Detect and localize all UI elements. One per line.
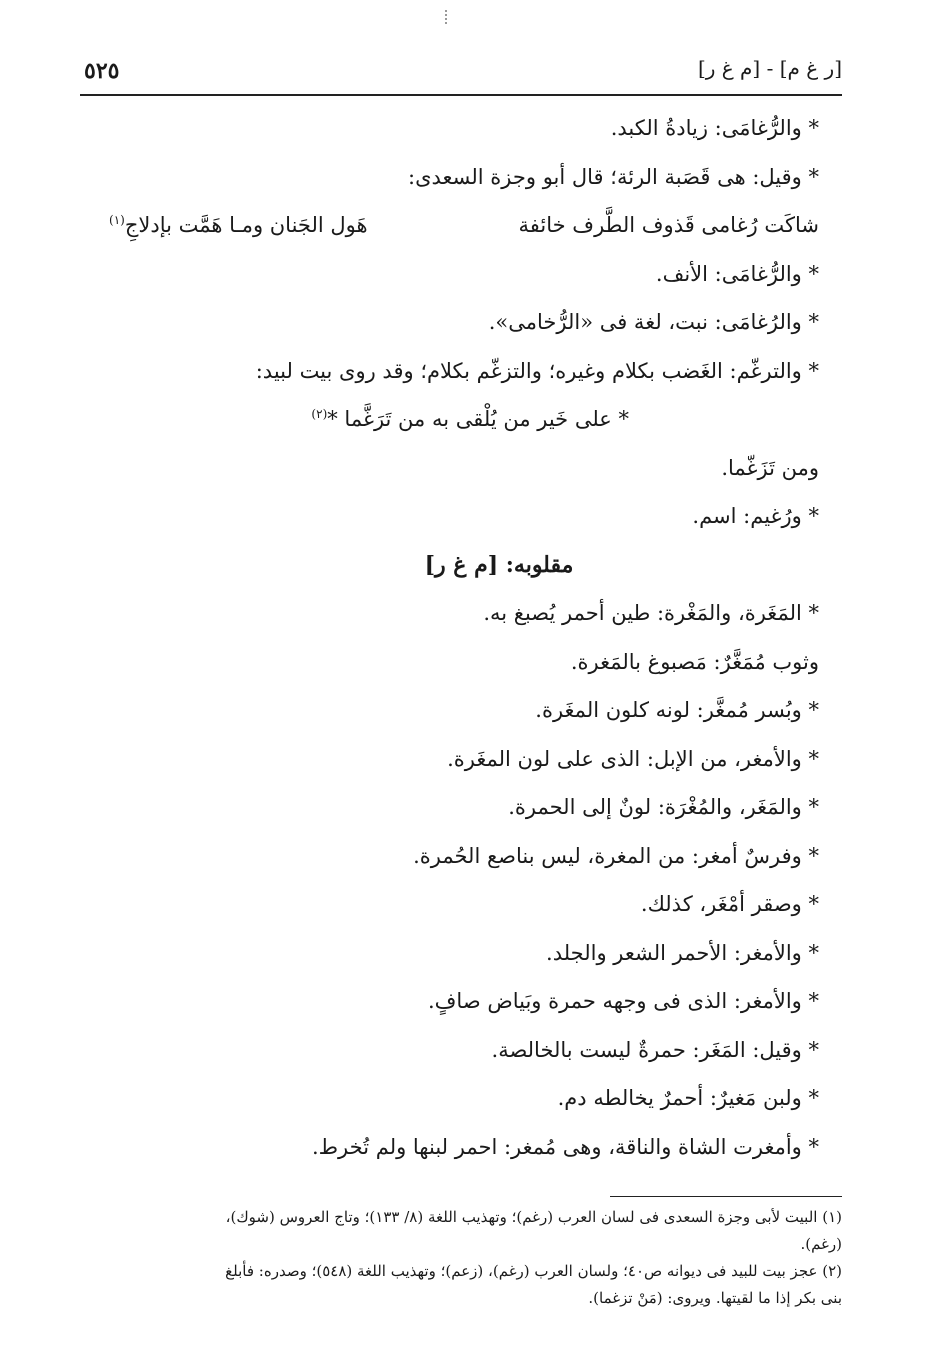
entry-line: * ورُغيم: اسم. xyxy=(692,504,819,528)
entry-line: * وقيل: هى قَصَبة الرئة؛ قال أبو وجزة السعدى: xyxy=(408,164,819,189)
entry-line: * وأمغرت الشاة والناقة، وهى مُمغر: احمر لبنها ولم تُخرط. xyxy=(311,1134,819,1159)
entry-line: * والأمغر: الذى فى وجهه حمرة وبَياض صافٍ. xyxy=(427,989,819,1013)
entry-line: * والأمغر: الأحمر الشعر والجلد. xyxy=(546,940,819,965)
entry-line: * والرُّغامَى: زيادةُ الكبد. xyxy=(610,116,819,140)
entry-line: * وصقر أمْغَر، كذلك. xyxy=(640,892,819,916)
entry-line: * والترغّم: الغَضب بكلام وغيره؛ والتزغّم بكلام؛ وقد روى بيت لبيد: xyxy=(255,358,819,383)
footnotes xyxy=(82,1204,842,1312)
header-rule xyxy=(80,94,842,96)
page-number: ٥٢٥ xyxy=(84,58,120,84)
footnote-marker: (١) xyxy=(109,213,125,227)
verse-first-hemistich: شاكَت رُغامى قَذوف الطَّرف خائفة xyxy=(518,213,819,237)
footnote-line: (٢) عجز بيت للبيد فى ديوانه ص٤٠؛ ولسان العرب (رغم)، (زعم)؛ وتهذيب اللغة (٥٤٨)؛ وصدره: فأبلغ xyxy=(225,1262,842,1280)
entry-line: * وفرسٌ أمغر: من المغرة، ليس بناصع الحُمرة. xyxy=(413,843,819,868)
entry-line: وثوب مُمَغَّرٌ: مَصبوغ بالمَغرة. xyxy=(570,649,819,674)
footnote-line: (رغم). xyxy=(800,1235,842,1253)
verse-second-text: هَول الجَنان ومـا هَمَّت بإدلاجِ xyxy=(124,213,368,237)
entry-line: * المَغَرة، والمَغْرة: طين أحمر يُصبغ به. xyxy=(483,601,819,625)
footnote-line: (١) البيت لأبى وجزة السعدى فى لسان العرب (رغم)؛ وتهذيب اللغة (٨/ ١٣٣)؛ وتاج العروس (شوك)، xyxy=(225,1208,842,1226)
top-edge-mark xyxy=(445,10,449,24)
entry-line: * والرُّغامَى: الأنف. xyxy=(655,261,819,286)
quoted-verse-text: * على خَير من يُلْقى به من تَرَغَّما * xyxy=(327,407,629,431)
entry-line: * والأمغر، من الإبل: الذى على لون المغَرة. xyxy=(447,746,819,771)
section-heading: مقلوبه: [م غ ر] xyxy=(424,551,574,578)
footnote-rule xyxy=(610,1196,842,1197)
entry-line: * والرُغامَى: نبت، لغة فى «الرُّخامى». xyxy=(488,310,819,334)
poetry-verse xyxy=(109,201,819,250)
verse-second-hemistich xyxy=(109,201,368,250)
footnote-line: بنى بكر إذا ما لقيتها. ويروى: (مَنْ تزغما). xyxy=(588,1289,842,1307)
entry-line: * ولبن مَغيرٌ: أحمرٌ يخالطه دم. xyxy=(557,1086,819,1110)
running-title: [ر غ م] - [م غ ر] xyxy=(697,56,842,80)
entry-line: * والمَغَر، والمُغْرَة: لونٌ إلى الحمرة. xyxy=(508,795,819,819)
entry-line: * وبُسر مُمغَّر: لونه كلون المغَرة. xyxy=(535,698,819,722)
main-text xyxy=(99,104,819,1171)
entry-line: ومن تَزَغّما. xyxy=(721,455,819,480)
entry-line: * وقيل: المَغَر: حمرةٌ ليست بالخالصة. xyxy=(491,1037,819,1062)
quoted-verse xyxy=(99,395,819,444)
footnote-marker: (٢) xyxy=(311,407,328,421)
